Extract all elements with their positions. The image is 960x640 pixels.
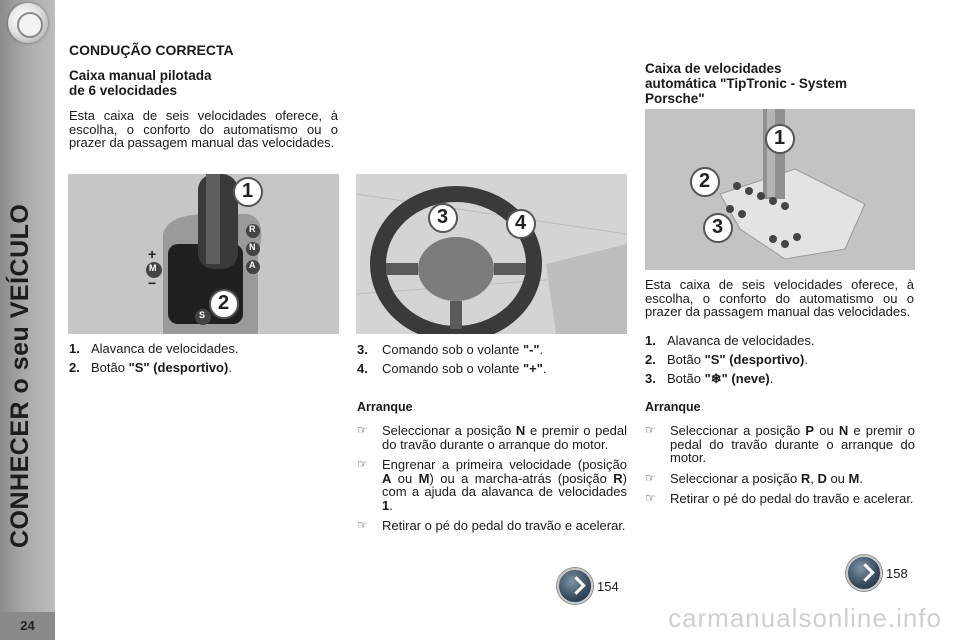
bullet-item: ☞ Seleccionar a posição P ou N e premir o pedal do travão durante o arranque do motor.: [645, 423, 915, 465]
page-ref-158[interactable]: 158: [846, 555, 908, 591]
gear-plus-label: +: [148, 246, 157, 262]
callout-2: 2: [218, 292, 230, 314]
chapter-title: CONHECER o seu VEÍCULO: [6, 203, 34, 548]
auto-arranque-title: Arranque: [645, 400, 701, 414]
callout-3: 3: [712, 216, 724, 238]
auto-arranque-list: [645, 424, 915, 513]
pointing-hand-icon: ☞: [357, 518, 368, 532]
callout-1: 1: [774, 127, 786, 149]
legend-item: 3. Comando sob o volante "-".: [357, 342, 544, 357]
legend-item: 2. Botão "S" (desportivo).: [645, 352, 808, 367]
sport-s-label: S: [199, 310, 206, 320]
legend-item: 1. Alavanca de velocidades.: [645, 333, 815, 348]
auto-title: Caixa de velocidades automática "TipTronic - System Porsche": [645, 61, 847, 106]
gear-r-label: R: [249, 224, 256, 234]
gear-m-label: M: [149, 263, 157, 273]
page-number: 24: [0, 612, 55, 640]
bullet-item: ☞ Engrenar a primeira velocidade (posição A ou M) ou a marcha-atrás (posição R) com a ajuda da alavanca de velocidades 1.: [357, 457, 628, 513]
pointing-hand-icon: ☞: [645, 470, 656, 485]
arrow-right-icon: [846, 555, 882, 591]
bullet-item: ☞ Retirar o pé do pedal do travão e acelerar.: [357, 518, 626, 533]
steering-wheel-figure: [356, 174, 627, 334]
bullet-item: ☞ Seleccionar a posição R, D ou M.: [645, 470, 863, 486]
legend-item: 1. Alavanca de velocidades.: [69, 341, 239, 356]
bullet-item: ☞ Retirar o pé do pedal do travão e acelerar.: [645, 491, 914, 506]
auto-legend: [645, 333, 915, 390]
legend-item: 2. Botão "S" (desportivo).: [69, 360, 232, 375]
manual-title: Caixa manual pilotada de 6 velocidades: [69, 68, 212, 98]
gear-n-label: N: [249, 242, 256, 252]
auto-intro: Esta caixa de seis velocidades oferece, à escolha, o conforto do automatismo ou o prazer da passagem manual das velocidades.: [645, 277, 914, 319]
tiptronic-figure: [645, 109, 915, 270]
gear-minus-label: −: [148, 275, 157, 291]
arrow-right-icon: [557, 568, 593, 604]
section-title: CONDUÇÃO CORRECTA: [69, 42, 234, 58]
pointing-hand-icon: ☞: [645, 423, 656, 437]
legend-item: 4. Comando sob o volante "+".: [357, 361, 547, 376]
manual-legend-right: [357, 342, 627, 380]
manual-legend-left: [69, 341, 339, 379]
callout-1: 1: [242, 180, 254, 202]
callout-2: 2: [699, 170, 711, 192]
pointing-hand-icon: ☞: [357, 423, 368, 437]
callout-3: 3: [437, 206, 449, 228]
page-ref-154[interactable]: 154: [557, 568, 619, 604]
chapter-circle-icon: [8, 3, 48, 43]
pointing-hand-icon: ☞: [357, 457, 368, 471]
watermark: carmanualsonline.info: [668, 603, 942, 633]
callout-4: 4: [515, 212, 527, 234]
manual-arranque-list: [357, 424, 627, 540]
bullet-item: ☞ Seleccionar a posição N e premir o pedal do travão durante o arranque do motor.: [357, 423, 627, 452]
gear-a-label: A: [249, 260, 256, 270]
manual-intro: Esta caixa de seis velocidades oferece, à escolha, o conforto do automatismo ou o prazer da passagem manual das velocidades.: [69, 108, 338, 150]
pointing-hand-icon: ☞: [645, 491, 656, 505]
steering-wheel-illustration: [356, 174, 627, 334]
gear-lever-figure: [68, 174, 339, 334]
legend-item: 3. Botão "❄" (neve).: [645, 371, 774, 386]
manual-arranque-title: Arranque: [357, 400, 413, 414]
